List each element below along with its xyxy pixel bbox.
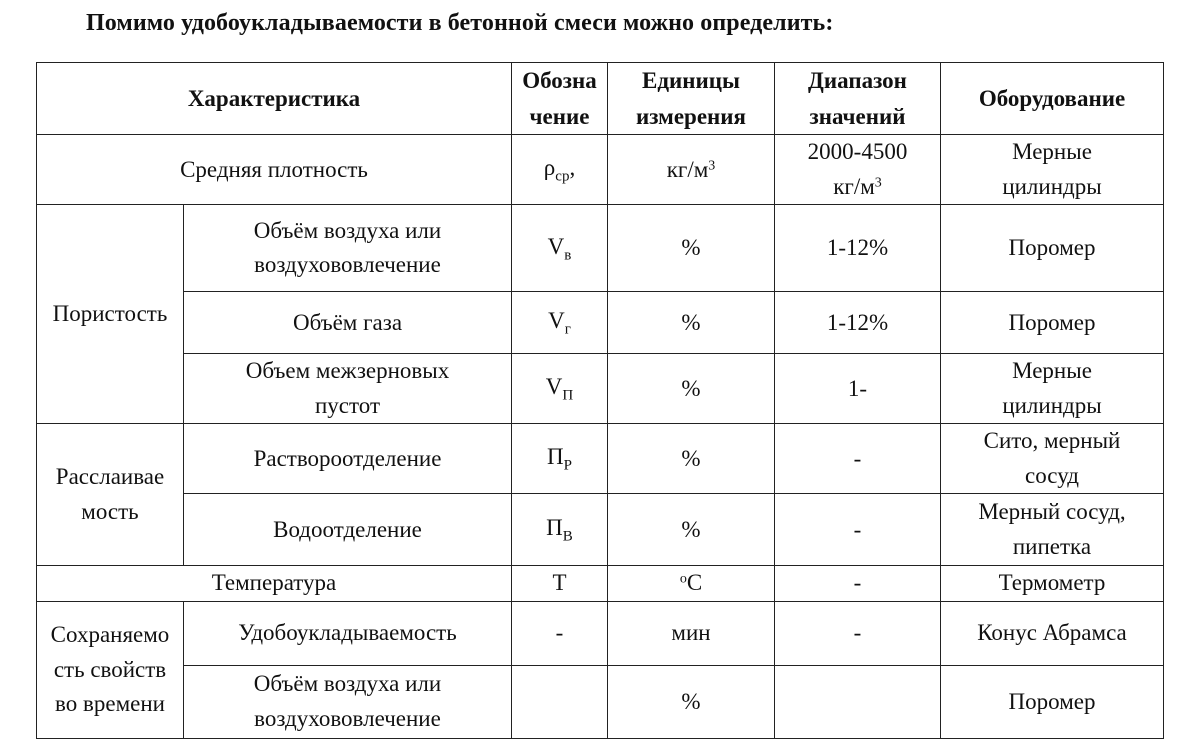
cell-name: Объём воздуха или воздухововлечение (184, 205, 512, 292)
cell-equipment: Термометр (941, 566, 1164, 602)
cell-range: 2000-4500 $кг/м^3$ (775, 135, 941, 205)
table-row (37, 601, 1164, 665)
table-row (37, 665, 1164, 738)
group-segregation: Расслаивае мость (37, 424, 184, 566)
cell-name: Удобоукладываемость (184, 601, 512, 665)
table-row (37, 424, 1164, 494)
cell-symbol (512, 665, 608, 738)
table-row (37, 354, 1164, 424)
table-row (37, 494, 1164, 566)
cell-equipment: Поромер (941, 292, 1164, 354)
cell-range: - (775, 566, 941, 602)
cell-symbol: T (512, 566, 608, 602)
cell-symbol: $V_П$ (512, 354, 608, 424)
cell-unit: $кг/м^3$ (608, 135, 775, 205)
page-title: Помимо удобоукладываемости в бетонной смеси можно определить: (86, 10, 834, 36)
cell-name: Раствороотделение (184, 424, 512, 494)
cell-unit: % (608, 494, 775, 566)
cell-range (775, 665, 941, 738)
cell-range: 1-12% (775, 292, 941, 354)
header-range: Диапазон значений (775, 63, 941, 135)
table-row (37, 292, 1164, 354)
cell-equipment: Мерные цилиндры (941, 135, 1164, 205)
table-row (37, 205, 1164, 292)
header-designation: Обозна чение (512, 63, 608, 135)
cell-name: Объём воздуха или воздухововлечение (184, 665, 512, 738)
cell-range: - (775, 424, 941, 494)
cell-unit: % (608, 205, 775, 292)
cell-equipment: Сито, мерный сосуд (941, 424, 1164, 494)
cell-range: 1- (775, 354, 941, 424)
cell-symbol: $П_Р$ (512, 424, 608, 494)
table-row (37, 135, 1164, 205)
cell-name: Температура (37, 566, 512, 602)
cell-equipment: Поромер (941, 665, 1164, 738)
cell-equipment: Мерные цилиндры (941, 354, 1164, 424)
cell-symbol: $П_В$ (512, 494, 608, 566)
cell-range: - (775, 601, 941, 665)
header-characteristic: Характеристика (37, 63, 512, 135)
cell-equipment: Конус Абрамса (941, 601, 1164, 665)
cell-symbol: $V_г$ (512, 292, 608, 354)
cell-range: - (775, 494, 941, 566)
cell-unit: % (608, 354, 775, 424)
table-row (37, 566, 1164, 602)
cell-name: Средняя плотность (37, 135, 512, 205)
properties-table (36, 62, 1164, 739)
cell-unit: % (608, 424, 775, 494)
header-units: Единицы измерения (608, 63, 775, 135)
cell-unit: мин (608, 601, 775, 665)
cell-equipment: Мерный сосуд, пипетка (941, 494, 1164, 566)
cell-symbol: $\rho_{ср}$, (512, 135, 608, 205)
cell-unit: % (608, 292, 775, 354)
cell-unit: % (608, 665, 775, 738)
cell-symbol: $V_в$ (512, 205, 608, 292)
header-row (37, 63, 1164, 135)
cell-unit: $^o$C (608, 566, 775, 602)
cell-name: Объем межзерновых пустот (184, 354, 512, 424)
header-equipment: Оборудование (941, 63, 1164, 135)
cell-name: Водоотделение (184, 494, 512, 566)
cell-equipment: Поромер (941, 205, 1164, 292)
cell-name: Объём газа (184, 292, 512, 354)
group-porosity: Пористость (37, 205, 184, 424)
group-retention: Сохраняемо сть свойств во времени (37, 601, 184, 738)
cell-symbol: - (512, 601, 608, 665)
cell-range: 1-12% (775, 205, 941, 292)
